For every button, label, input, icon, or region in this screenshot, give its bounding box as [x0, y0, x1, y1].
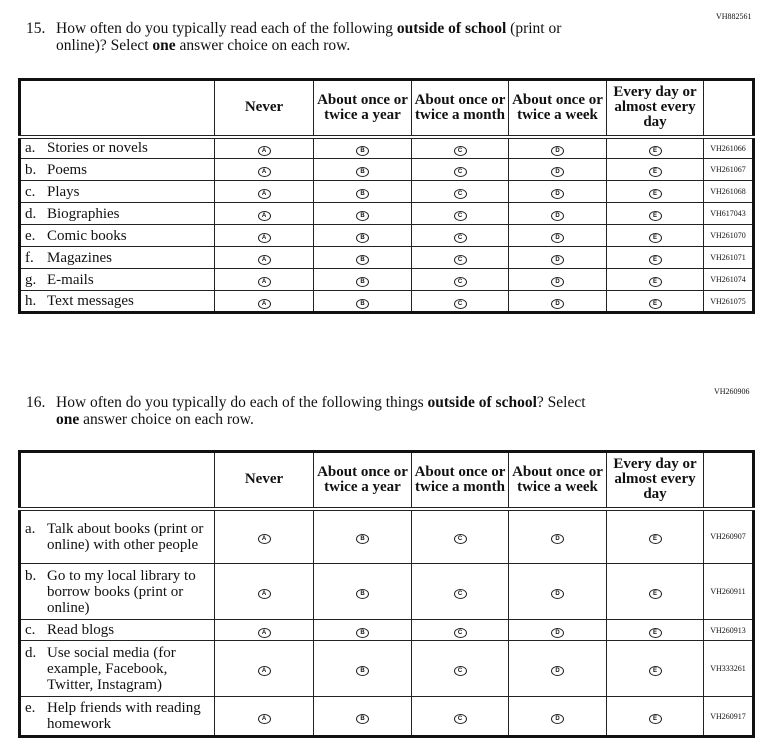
- answer-cell: [509, 137, 607, 159]
- row-label: c. Plays: [20, 181, 215, 203]
- answer-bubble-e[interactable]: E: [649, 146, 662, 156]
- question-15-code: VH882561: [716, 12, 752, 21]
- answer-cell: [412, 269, 509, 291]
- answer-bubble-c[interactable]: C: [454, 714, 467, 724]
- answer-cell: [412, 697, 509, 737]
- answer-cell: [509, 697, 607, 737]
- row-label: e. Help friends with reading homework: [20, 697, 215, 737]
- answer-bubble-b[interactable]: B: [356, 299, 369, 309]
- answer-bubble-e[interactable]: E: [649, 255, 662, 265]
- answer-cell: [607, 137, 704, 159]
- header-blank: [704, 80, 754, 137]
- answer-bubble-a[interactable]: A: [258, 189, 271, 199]
- answer-cell: [509, 269, 607, 291]
- row-label: a. Talk about books (print or online) with other people: [20, 509, 215, 564]
- answer-cell: [412, 181, 509, 203]
- answer-bubble-b[interactable]: B: [356, 589, 369, 599]
- answer-cell: [509, 225, 607, 247]
- answer-bubble-d[interactable]: D: [551, 299, 564, 309]
- answer-bubble-a[interactable]: A: [258, 299, 271, 309]
- answer-bubble-a[interactable]: A: [258, 714, 271, 724]
- answer-cell: [509, 620, 607, 641]
- row-label: d. Use social media (for example, Facebook, Twitter, Instagram): [20, 641, 215, 697]
- answer-cell: [607, 247, 704, 269]
- column-header: About once or twice a week: [509, 80, 607, 137]
- table-row: [20, 641, 754, 697]
- answer-cell: [509, 159, 607, 181]
- answer-cell: [314, 269, 412, 291]
- answer-cell: [412, 291, 509, 313]
- answer-cell: [314, 225, 412, 247]
- answer-cell: [412, 564, 509, 620]
- row-label: b. Go to my local library to borrow books (print or online): [20, 564, 215, 620]
- answer-bubble-e[interactable]: E: [649, 233, 662, 243]
- answer-bubble-d[interactable]: D: [551, 211, 564, 221]
- answer-cell: [412, 137, 509, 159]
- table-row: [20, 247, 754, 269]
- answer-bubble-c[interactable]: C: [454, 189, 467, 199]
- table-row: [20, 509, 754, 564]
- table-row: [20, 269, 754, 291]
- answer-cell: [412, 159, 509, 181]
- table-row: [20, 159, 754, 181]
- answer-bubble-e[interactable]: E: [649, 211, 662, 221]
- answer-cell: [509, 247, 607, 269]
- item-code: VH261066: [704, 137, 754, 159]
- answer-cell: [215, 620, 314, 641]
- header-blank: [704, 452, 754, 509]
- answer-cell: [509, 564, 607, 620]
- answer-bubble-c[interactable]: C: [454, 277, 467, 287]
- column-header: About once or twice a year: [314, 80, 412, 137]
- answer-bubble-c[interactable]: C: [454, 167, 467, 177]
- answer-bubble-a[interactable]: A: [258, 211, 271, 221]
- answer-cell: [314, 509, 412, 564]
- row-label: a. Stories or novels: [20, 137, 215, 159]
- answer-cell: [412, 203, 509, 225]
- answer-bubble-a[interactable]: A: [258, 255, 271, 265]
- answer-cell: [509, 181, 607, 203]
- table-row: [20, 564, 754, 620]
- answer-bubble-b[interactable]: B: [356, 277, 369, 287]
- answer-cell: [607, 509, 704, 564]
- answer-cell: [607, 225, 704, 247]
- answer-bubble-d[interactable]: D: [551, 714, 564, 724]
- table-row: [20, 225, 754, 247]
- answer-bubble-b[interactable]: B: [356, 189, 369, 199]
- answer-cell: [215, 225, 314, 247]
- answer-cell: [412, 509, 509, 564]
- answer-bubble-d[interactable]: D: [551, 146, 564, 156]
- answer-cell: [215, 181, 314, 203]
- answer-bubble-a[interactable]: A: [258, 666, 271, 676]
- column-header: Every day or almost every day: [607, 452, 704, 509]
- header-blank: [20, 80, 215, 137]
- answer-bubble-d[interactable]: D: [551, 189, 564, 199]
- answer-bubble-e[interactable]: E: [649, 299, 662, 309]
- table-row: [20, 137, 754, 159]
- answer-cell: [314, 247, 412, 269]
- column-header: Never: [215, 80, 314, 137]
- answer-cell: [215, 269, 314, 291]
- question-16-table: [18, 450, 755, 738]
- table-row: [20, 203, 754, 225]
- answer-bubble-d[interactable]: D: [551, 666, 564, 676]
- answer-cell: [215, 247, 314, 269]
- answer-cell: [607, 203, 704, 225]
- answer-cell: [412, 620, 509, 641]
- row-label: g. E-mails: [20, 269, 215, 291]
- answer-cell: [314, 641, 412, 697]
- answer-bubble-a[interactable]: A: [258, 589, 271, 599]
- item-code: VH261070: [704, 225, 754, 247]
- answer-cell: [314, 181, 412, 203]
- answer-cell: [509, 509, 607, 564]
- item-code: VH261075: [704, 291, 754, 313]
- answer-bubble-e[interactable]: E: [649, 589, 662, 599]
- answer-bubble-d[interactable]: D: [551, 628, 564, 638]
- answer-bubble-d[interactable]: D: [551, 233, 564, 243]
- answer-bubble-d[interactable]: D: [551, 255, 564, 265]
- answer-bubble-b[interactable]: B: [356, 714, 369, 724]
- answer-cell: [509, 203, 607, 225]
- answer-bubble-a[interactable]: A: [258, 167, 271, 177]
- row-label: h. Text messages: [20, 291, 215, 313]
- answer-bubble-c[interactable]: C: [454, 211, 467, 221]
- answer-cell: [607, 697, 704, 737]
- column-header: Never: [215, 452, 314, 509]
- answer-cell: [314, 564, 412, 620]
- answer-cell: [607, 269, 704, 291]
- answer-cell: [607, 620, 704, 641]
- answer-cell: [215, 159, 314, 181]
- answer-cell: [412, 247, 509, 269]
- answer-cell: [314, 137, 412, 159]
- answer-cell: [314, 291, 412, 313]
- answer-bubble-b[interactable]: B: [356, 666, 369, 676]
- answer-bubble-b[interactable]: B: [356, 628, 369, 638]
- answer-bubble-e[interactable]: E: [649, 167, 662, 177]
- answer-bubble-e[interactable]: E: [649, 628, 662, 638]
- answer-bubble-d[interactable]: D: [551, 277, 564, 287]
- item-code: VH260913: [704, 620, 754, 641]
- column-header: About once or twice a month: [412, 452, 509, 509]
- answer-bubble-c[interactable]: C: [454, 233, 467, 243]
- answer-bubble-c[interactable]: C: [454, 628, 467, 638]
- answer-cell: [314, 620, 412, 641]
- item-code: VH333261: [704, 641, 754, 697]
- table-row: [20, 620, 754, 641]
- answer-bubble-a[interactable]: A: [258, 534, 271, 544]
- answer-bubble-d[interactable]: D: [551, 167, 564, 177]
- answer-cell: [607, 181, 704, 203]
- answer-cell: [215, 291, 314, 313]
- answer-bubble-c[interactable]: C: [454, 255, 467, 265]
- answer-bubble-e[interactable]: E: [649, 189, 662, 199]
- answer-cell: [607, 641, 704, 697]
- answer-cell: [215, 509, 314, 564]
- answer-bubble-c[interactable]: C: [454, 299, 467, 309]
- answer-cell: [314, 159, 412, 181]
- answer-cell: [509, 641, 607, 697]
- answer-bubble-b[interactable]: B: [356, 211, 369, 221]
- answer-bubble-d[interactable]: D: [551, 589, 564, 599]
- item-code: VH261068: [704, 181, 754, 203]
- column-header: About once or twice a month: [412, 80, 509, 137]
- item-code: VH261071: [704, 247, 754, 269]
- column-header: About once or twice a week: [509, 452, 607, 509]
- answer-bubble-a[interactable]: A: [258, 146, 271, 156]
- item-code: VH260911: [704, 564, 754, 620]
- answer-bubble-e[interactable]: E: [649, 534, 662, 544]
- row-label: f. Magazines: [20, 247, 215, 269]
- answer-cell: [412, 641, 509, 697]
- answer-bubble-c[interactable]: C: [454, 589, 467, 599]
- answer-bubble-d[interactable]: D: [551, 534, 564, 544]
- answer-cell: [607, 564, 704, 620]
- answer-cell: [314, 697, 412, 737]
- item-code: VH617043: [704, 203, 754, 225]
- answer-cell: [314, 203, 412, 225]
- answer-bubble-b[interactable]: B: [356, 146, 369, 156]
- item-code: VH260907: [704, 509, 754, 564]
- answer-cell: [215, 203, 314, 225]
- answer-cell: [607, 159, 704, 181]
- answer-bubble-b[interactable]: B: [356, 167, 369, 177]
- answer-bubble-a[interactable]: A: [258, 233, 271, 243]
- column-header: About once or twice a year: [314, 452, 412, 509]
- item-code: VH260917: [704, 697, 754, 737]
- answer-bubble-a[interactable]: A: [258, 628, 271, 638]
- column-header: Every day or almost every day: [607, 80, 704, 137]
- answer-bubble-e[interactable]: E: [649, 666, 662, 676]
- answer-bubble-b[interactable]: B: [356, 255, 369, 265]
- table-row: [20, 181, 754, 203]
- question-16-prompt: 16. How often do you typically do each of the following things outside of school? Select one answer choice on each row.: [26, 394, 586, 428]
- answer-cell: [215, 641, 314, 697]
- row-label: c. Read blogs: [20, 620, 215, 641]
- item-code: VH261067: [704, 159, 754, 181]
- answer-bubble-e[interactable]: E: [649, 714, 662, 724]
- answer-bubble-c[interactable]: C: [454, 534, 467, 544]
- answer-bubble-b[interactable]: B: [356, 534, 369, 544]
- answer-cell: [215, 564, 314, 620]
- answer-bubble-c[interactable]: C: [454, 146, 467, 156]
- answer-bubble-e[interactable]: E: [649, 277, 662, 287]
- answer-cell: [215, 697, 314, 737]
- answer-cell: [509, 291, 607, 313]
- row-label: d. Biographies: [20, 203, 215, 225]
- question-15-prompt: 15. How often do you typically read each of the following outside of school (print or online)? Select one answer choice on each row.: [26, 20, 562, 54]
- answer-bubble-b[interactable]: B: [356, 233, 369, 243]
- header-blank: [20, 452, 215, 509]
- item-code: VH261074: [704, 269, 754, 291]
- answer-bubble-a[interactable]: A: [258, 277, 271, 287]
- question-15-table: [18, 78, 755, 314]
- row-label: b. Poems: [20, 159, 215, 181]
- answer-cell: [607, 291, 704, 313]
- question-16-code: VH260906: [714, 387, 750, 396]
- answer-bubble-c[interactable]: C: [454, 666, 467, 676]
- answer-cell: [412, 225, 509, 247]
- table-row: [20, 291, 754, 313]
- answer-cell: [215, 137, 314, 159]
- row-label: e. Comic books: [20, 225, 215, 247]
- table-row: [20, 697, 754, 737]
